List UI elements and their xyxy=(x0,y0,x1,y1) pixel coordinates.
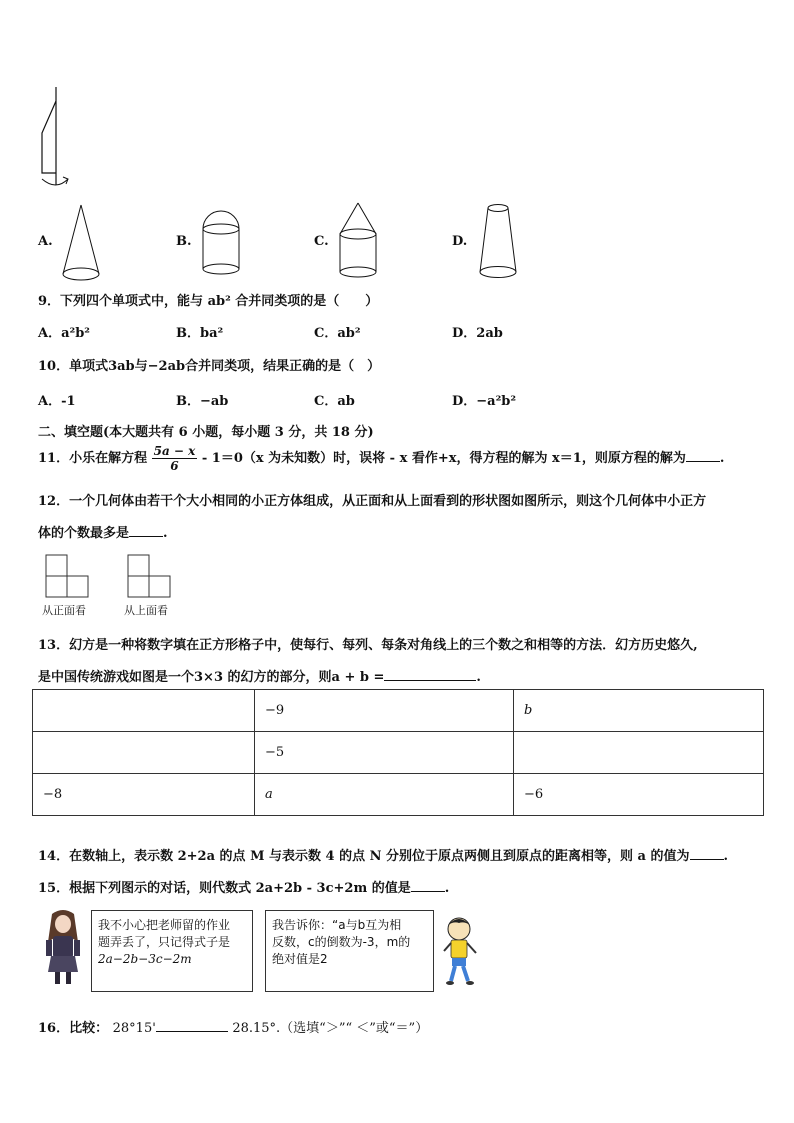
table-cell: −9 xyxy=(255,690,514,732)
q14-end: . xyxy=(723,849,729,864)
option-b-label[interactable]: B. xyxy=(176,234,192,249)
table-cell xyxy=(514,732,764,774)
q11-prefix: 11．小乐在解方程 xyxy=(38,451,148,466)
table-row xyxy=(33,732,764,774)
frustum-figure[interactable] xyxy=(474,200,522,284)
q10-option-b[interactable]: B．−ab xyxy=(176,394,229,409)
cone-figure[interactable] xyxy=(58,202,104,286)
q13-answer-blank[interactable] xyxy=(384,668,476,681)
question-12-line2 xyxy=(38,522,168,541)
bubble-left-line: 题弄丢了，只记得式子是 xyxy=(98,935,231,949)
bubble-right-line: 反数，c的倒数为-3，m的 xyxy=(272,935,411,949)
q14-text: 14．在数轴上，表示数 2+2a 的点 M 与表示数 4 的点 N 分别位于原点两侧且到原点的距离相等，则 a 的值为 xyxy=(38,849,690,864)
q11-answer-blank[interactable] xyxy=(686,449,720,462)
front-view-figure xyxy=(42,553,94,599)
q15-answer-blank[interactable] xyxy=(411,879,445,892)
q10-option-c[interactable]: C．ab xyxy=(314,394,355,409)
option-c-label[interactable]: C. xyxy=(314,234,329,249)
top-view-label: 从上面看 xyxy=(124,604,168,617)
q16-prefix: 16．比较： xyxy=(38,1021,109,1036)
q14-answer-blank[interactable] xyxy=(690,847,724,860)
rotation-figure xyxy=(30,85,80,195)
q12-end: . xyxy=(163,526,168,541)
q10-option-a[interactable]: A．-1 xyxy=(38,394,76,409)
section-2-heading: 二、填空题(本大题共有 6 小题，每小题 3 分，共 18 分) xyxy=(38,425,374,440)
table-row xyxy=(33,774,764,816)
q12-text: 体的个数最多是 xyxy=(38,526,130,541)
q12-answer-blank[interactable] xyxy=(129,524,163,537)
q15-end: . xyxy=(444,881,450,896)
question-12-line1: 12．一个几何体由若干个大小相同的小正方体组成，从正面和从上面看到的形状图如图所示，则这个几何体中小正方 xyxy=(38,494,707,509)
bubble-right-line: 我告诉你：“a与b互为相 xyxy=(272,918,402,932)
table-cell: a xyxy=(255,774,514,816)
question-11 xyxy=(38,444,724,474)
option-d-label[interactable]: D. xyxy=(452,234,468,249)
question-15 xyxy=(38,877,449,896)
girl-illustration xyxy=(38,908,88,988)
speech-bubble-left xyxy=(91,910,253,992)
q9-option-c[interactable]: C．ab² xyxy=(314,326,361,341)
question-13-line2 xyxy=(38,666,481,685)
q13-end: . xyxy=(476,670,481,685)
question-9-stem: 9．下列四个单项式中，能与 ab² 合并同类项的是（ ） xyxy=(38,294,379,309)
table-cell: −6 xyxy=(514,774,764,816)
top-view-figure xyxy=(124,553,176,599)
boy-illustration xyxy=(440,915,482,987)
q11-fraction-numerator: 5a − x xyxy=(153,444,196,458)
q9-option-b[interactable]: B．ba² xyxy=(176,326,224,341)
speech-bubble-right xyxy=(265,910,434,992)
question-14 xyxy=(38,845,728,864)
table-cell xyxy=(33,690,255,732)
magic-square-table xyxy=(32,689,764,816)
hemisphere-cylinder-figure[interactable] xyxy=(198,205,244,279)
q16-left-value: 28°15' xyxy=(112,1021,156,1036)
q11-end: . xyxy=(719,451,725,466)
q11-suffix: - 1＝0（x 为未知数）时，误将 - x 看作+x，得方程的解为 x＝1，则原方程的解为 xyxy=(201,451,686,466)
question-16 xyxy=(38,1017,428,1036)
table-cell: −5 xyxy=(255,732,514,774)
table-cell xyxy=(33,732,255,774)
table-cell: b xyxy=(514,690,764,732)
table-row xyxy=(33,690,764,732)
q15-text: 15．根据下列图示的对话，则代数式 2a+2b - 3c+2m 的值是 xyxy=(38,881,411,896)
q13-text: 是中国传统游戏如图是一个3×3 的幻方的部分，则a + b = xyxy=(38,670,385,685)
question-13-line1: 13．幻方是一种将数字填在正方形格子中，使每行、每列、每条对角线上的三个数之和相等的方法．幻方历史悠久, xyxy=(38,638,698,653)
q9-option-a[interactable]: A．a²b² xyxy=(38,326,90,341)
q16-right-value: 28.15° xyxy=(232,1021,277,1036)
option-a-label[interactable]: A. xyxy=(38,234,53,249)
bubble-right-line: 绝对值是2 xyxy=(272,952,328,966)
q9-option-d[interactable]: D．2ab xyxy=(452,326,503,341)
q16-answer-blank[interactable] xyxy=(156,1019,228,1032)
cone-cylinder-figure[interactable] xyxy=(334,200,382,284)
q11-fraction xyxy=(152,444,198,473)
front-view-label: 从正面看 xyxy=(42,604,86,617)
bubble-left-line: 2a−2b−3c−2m xyxy=(98,952,192,966)
q11-fraction-denominator: 6 xyxy=(170,459,179,473)
question-10-stem: 10．单项式3ab与−2ab合并同类项，结果正确的是（ ） xyxy=(38,359,381,374)
bubble-left-line: 我不小心把老师留的作业 xyxy=(98,918,231,932)
q16-suffix: .（选填“＞”“ ＜”或“＝”） xyxy=(276,1021,429,1036)
table-cell: −8 xyxy=(33,774,255,816)
q10-option-d[interactable]: D．−a²b² xyxy=(452,394,517,409)
